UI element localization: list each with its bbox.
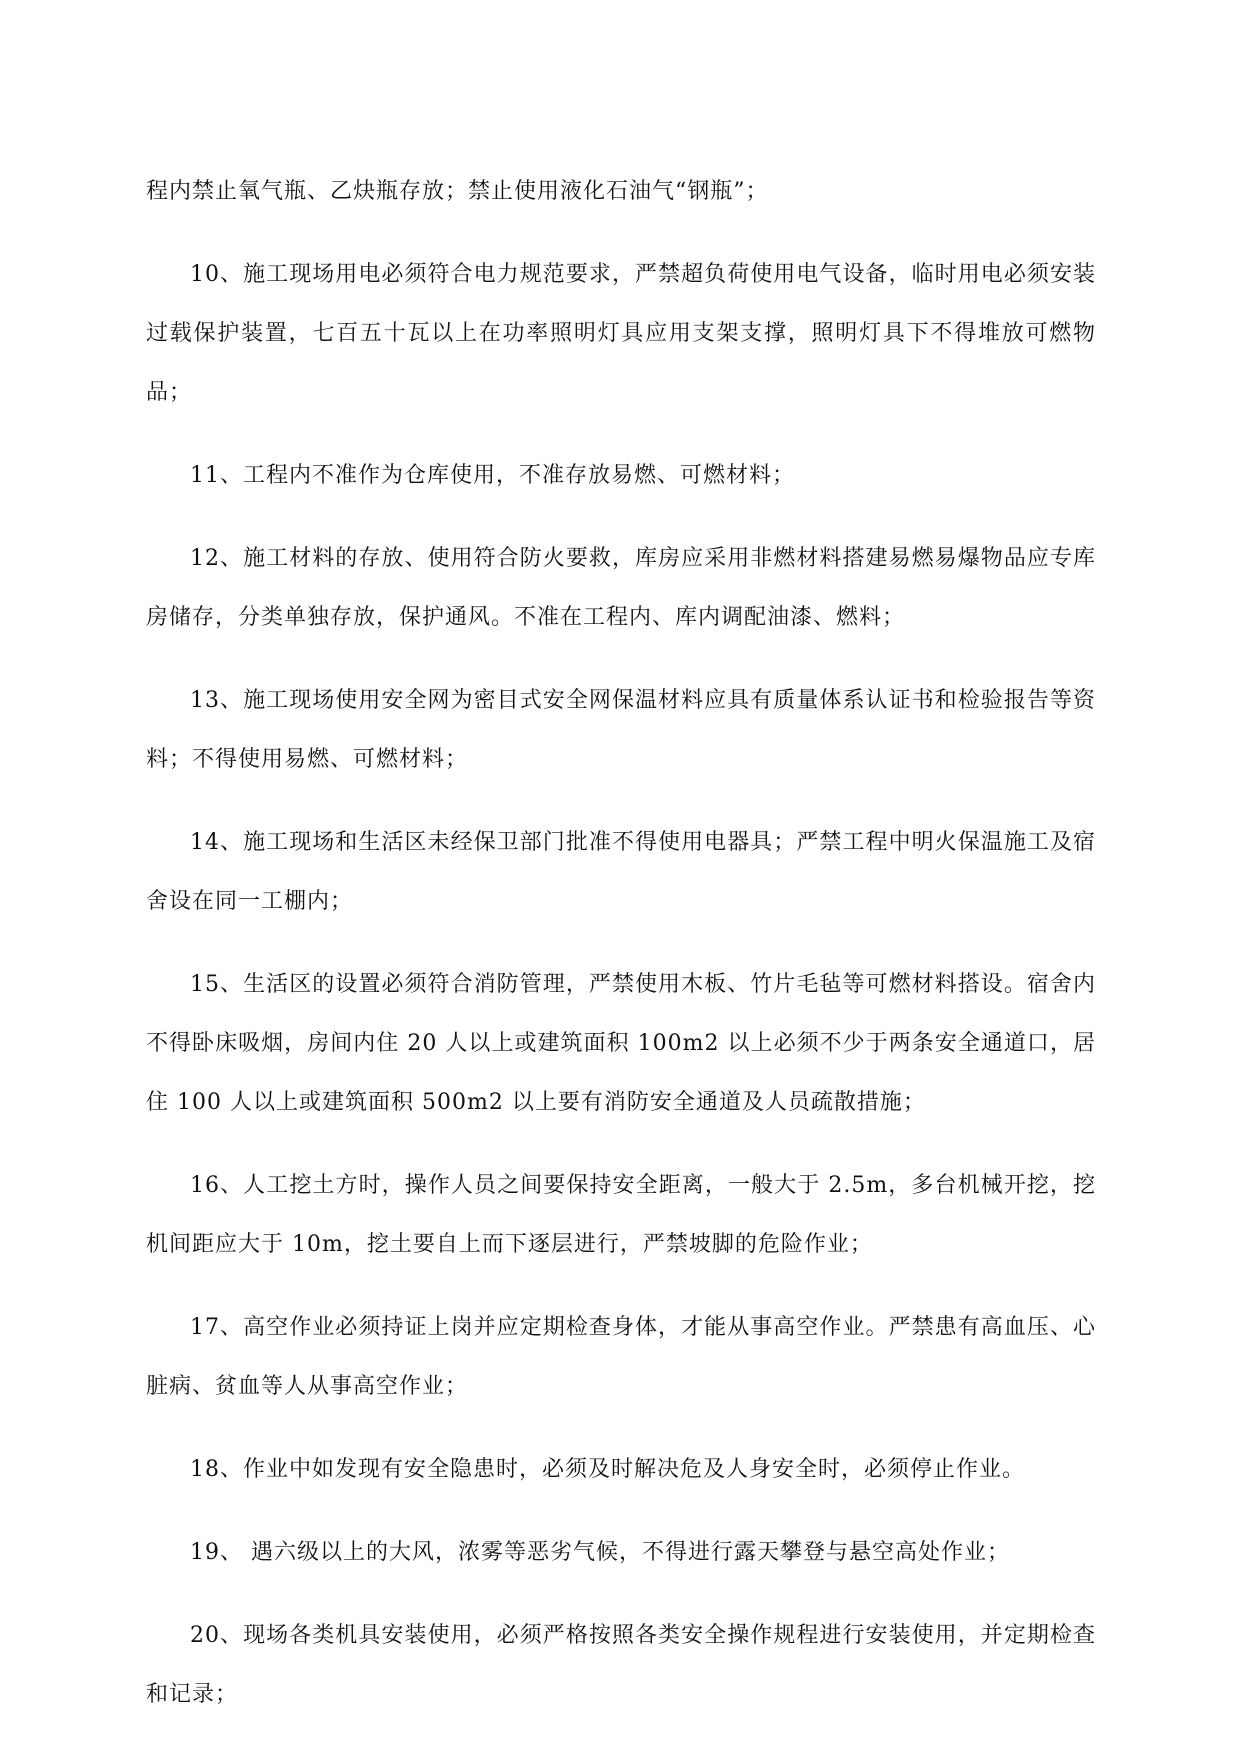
paragraph-item-18: 18、作业中如发现有安全隐患时，必须及时解决危及人身安全时，必须停止作业。 [190,1457,1025,1482]
paragraph-item-19: 19、 遇六级以上的大风，浓雾等恶劣气候，不得进行露天攀登与悬空高处作业； [190,1540,1010,1565]
document-body [146,162,1096,1748]
paragraph-continuation: 程内禁止氧气瓶、乙炔瓶存放；禁止使用液化石油气“钢瓶”； [146,179,769,204]
paragraph-item-10: 10、施工现场用电必须符合电力规范要求，严禁超负荷使用电气设备，临时用电必须安装过载保护装置，七百五十瓦以上在功率照明灯具应用支架支撑，照明灯具下不得堆放可燃物品； [146,262,1096,405]
paragraph-item-17: 17、高空作业必须持证上岗并应定期检查身体，才能从事高空作业。严禁患有高血压、心脏病、贫血等人从事高空作业； [146,1315,1096,1399]
paragraph-item-15: 15、生活区的设置必须符合消防管理，严禁使用木板、竹片毛毡等可燃材料搭设。宿舍内不得卧床吸烟，房间内住 20 人以上或建筑面积 100m2 以上必须不少于两条安全通道口，居住 100 人以上或建筑面积 500m2 以上要有消防安全通道及人员疏散措施； [146,972,1096,1115]
paragraph-item-12: 12、施工材料的存放、使用符合防火要救，库房应采用非燃材料搭建易燃易爆物品应专库房储存，分类单独存放，保护通风。不准在工程内、库内调配油漆、燃料； [146,546,1096,630]
paragraph-item-13: 13、施工现场使用安全网为密目式安全网保温材料应具有质量体系认证书和检验报告等资料；不得使用易燃、可燃材料； [146,688,1096,772]
paragraph-item-14: 14、施工现场和生活区未经保卫部门批准不得使用电器具；严禁工程中明火保温施工及宿舍设在同一工棚内； [146,830,1096,914]
paragraph-item-20: 20、现场各类机具安装使用，必须严格按照各类安全操作规程进行安装使用，并定期检查和记录； [146,1623,1096,1707]
paragraph-item-16: 16、人工挖土方时，操作人员之间要保持安全距离，一般大于 2.5m，多台机械开挖，挖机间距应大于 10m，挖土要自上而下逐层进行，严禁坡脚的危险作业； [146,1173,1096,1257]
paragraph-item-11: 11、工程内不准作为仓库使用，不准存放易燃、可燃材料； [190,463,795,488]
